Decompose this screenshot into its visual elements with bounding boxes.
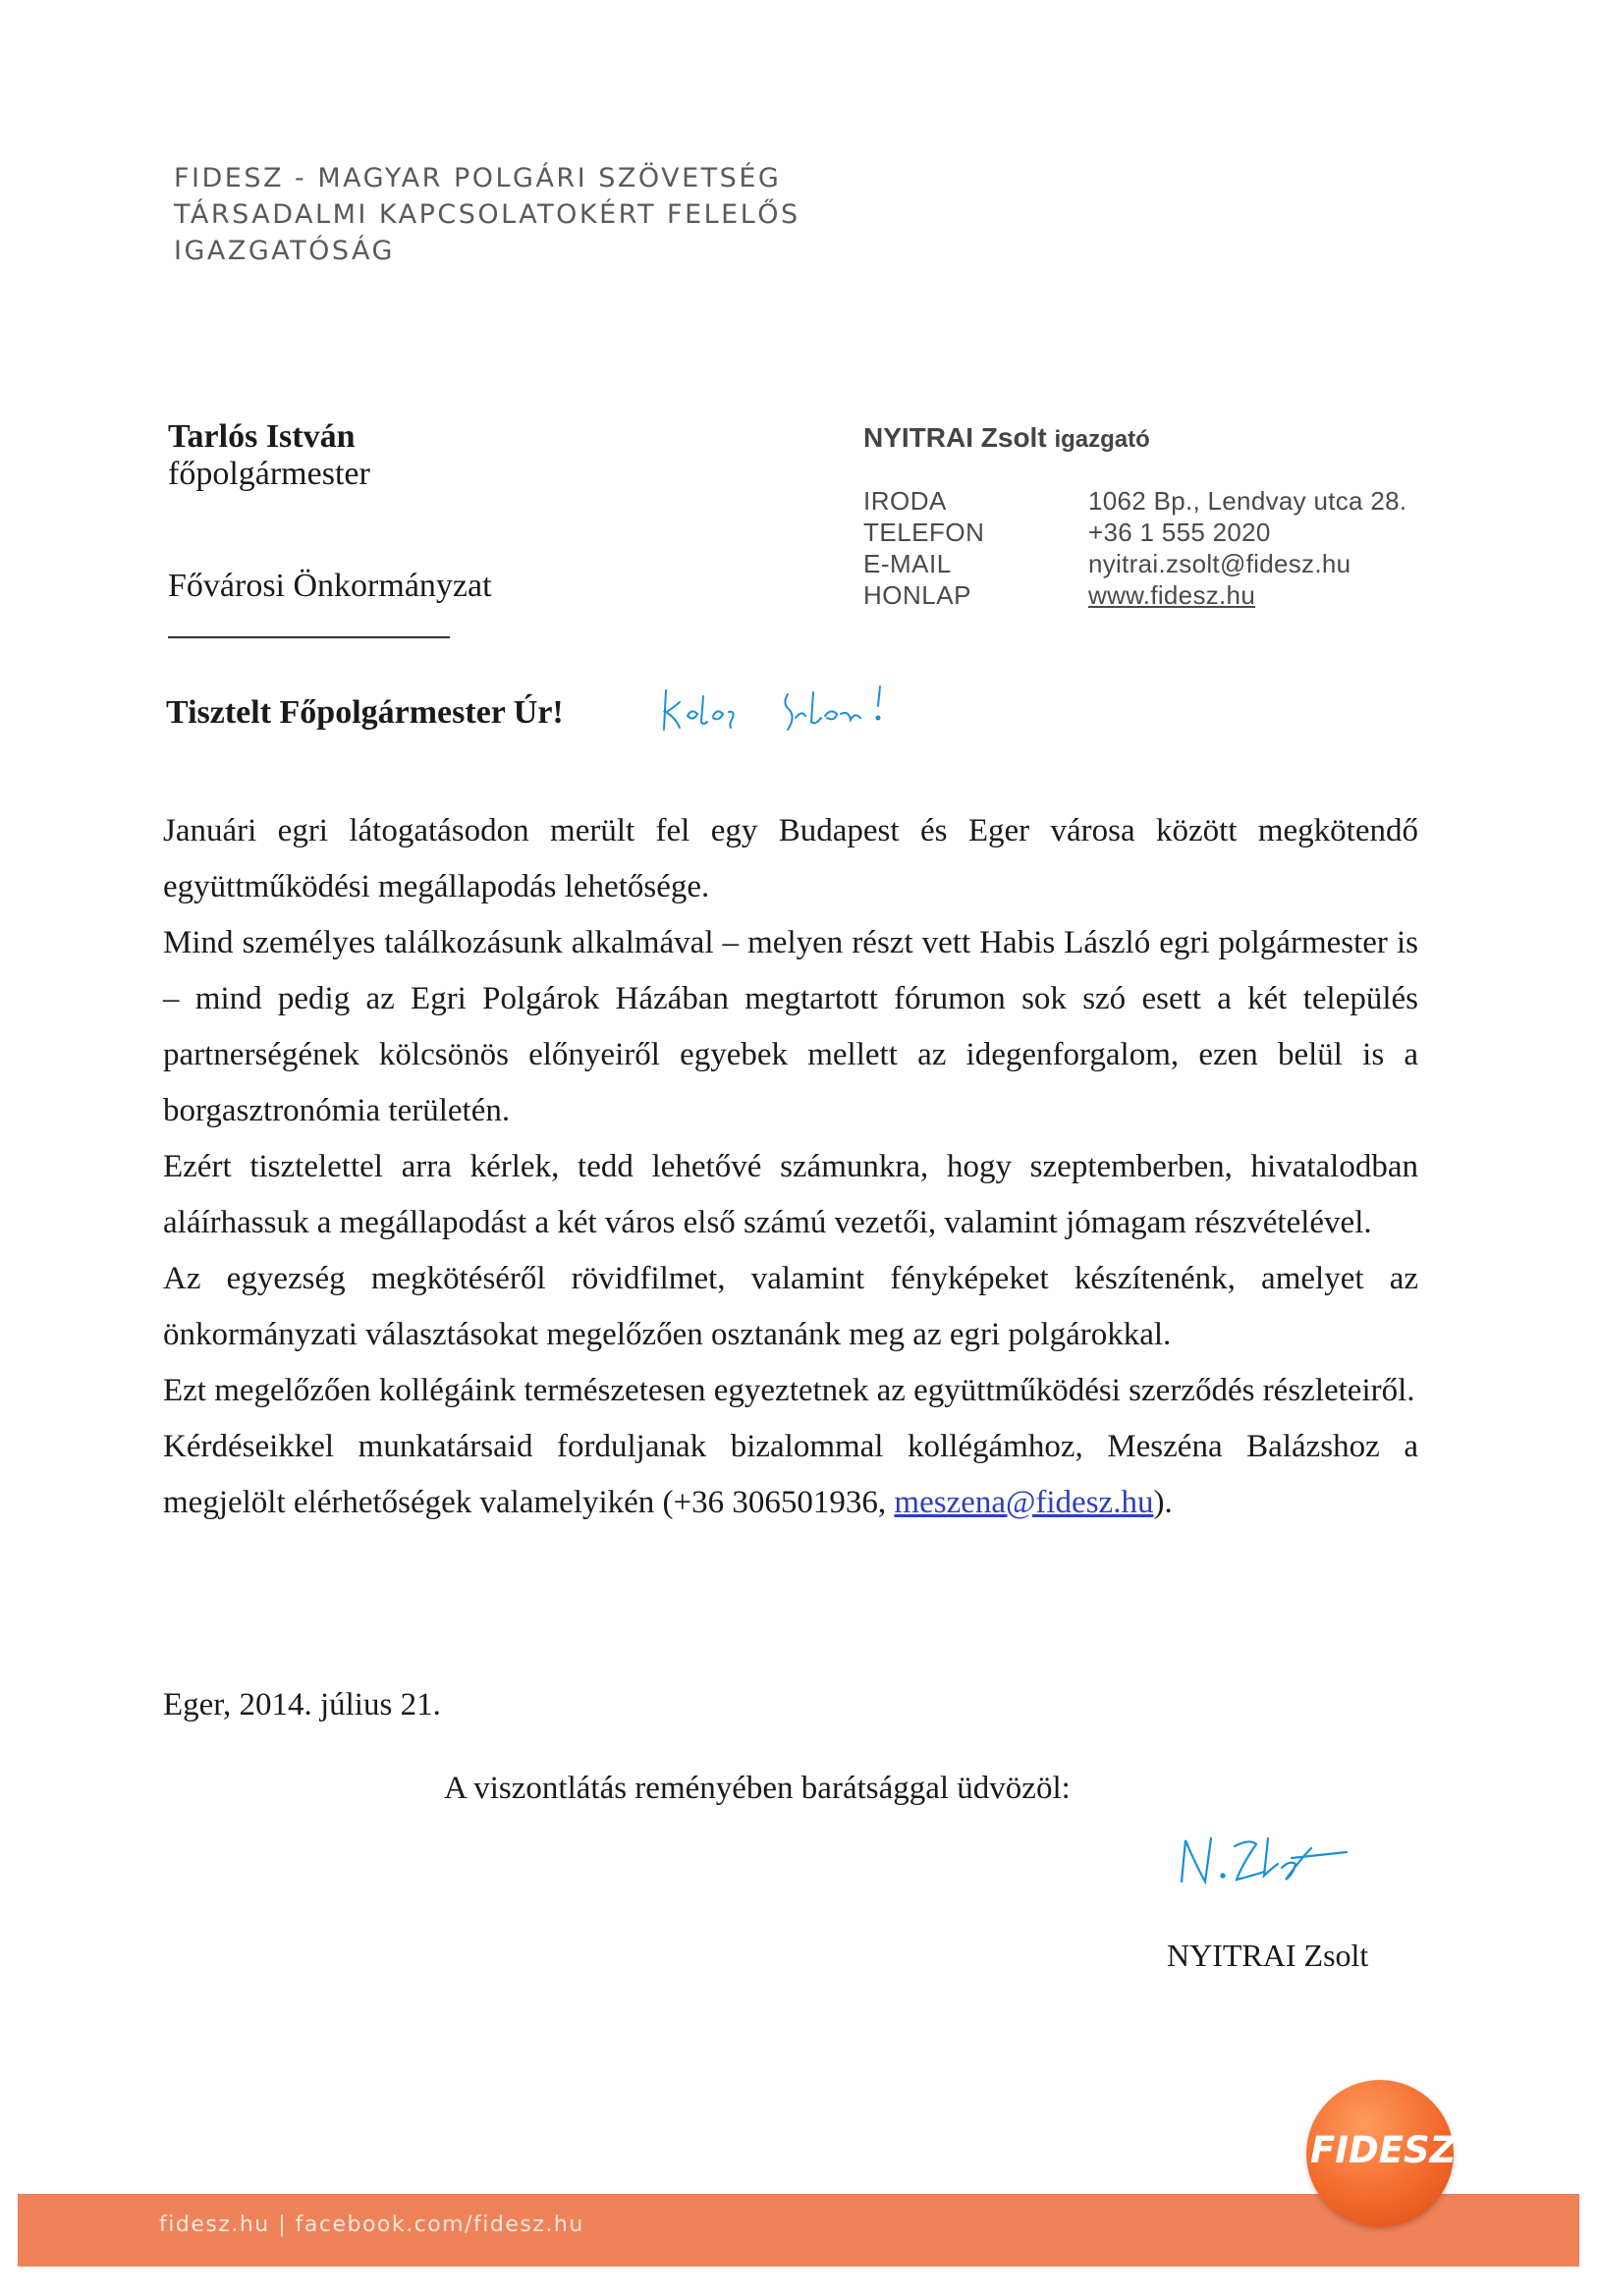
sender-name: NYITRAI Zsolt — [863, 422, 1047, 453]
footer-links[interactable]: fidesz.hu | facebook.com/fidesz.hu — [159, 2213, 584, 2237]
fidesz-logo-text: FIDESZ — [1310, 2129, 1457, 2171]
body-paragraph-contact — [163, 1419, 1418, 1531]
signer-name: NYITRAI Zsolt — [1167, 1938, 1369, 1973]
body-paragraph: Ezért tisztelettel arra kérlek, tedd lehetővé számunkra, hogy szeptemberben, hivatalodban aláírhassuk a megállapodást a két város első számú vezetői, valamint jómagam részvételével. — [163, 1149, 1418, 1240]
sender-heading — [863, 418, 1150, 460]
contact-sentence-end: ). — [1153, 1485, 1173, 1520]
contact-key-phone: TELEFON — [863, 518, 985, 547]
contact-key-website: HONLAP — [863, 580, 971, 610]
recipient-divider — [168, 636, 450, 638]
contact-row — [863, 485, 1406, 517]
email-link[interactable]: meszena@fidesz.hu — [894, 1485, 1154, 1520]
salutation: Tisztelt Főpolgármester Úr! — [166, 694, 564, 731]
contact-key-office: IRODA — [863, 486, 947, 516]
contact-row — [863, 579, 1406, 611]
body-paragraph: Mind személyes találkozásunk alkalmával – melyen részt vett Habis László egri polgármester is – mind pedig az Egri Polgárok Házában megtartott fórumon sok szó esett a két település partnerségének kölcsönös előnyeiről egyebek mellett az idegenforgalom, ezen belül is a borgasztronómia területén. — [163, 925, 1418, 1128]
letter-body — [163, 803, 1418, 1531]
closing-line: A viszontlátás reményében barátsággal üdvözöl: — [444, 1771, 1071, 1806]
recipient-block — [168, 418, 492, 604]
contact-row — [863, 548, 1406, 579]
recipient-title: főpolgármester — [168, 456, 370, 492]
organization-header — [174, 160, 800, 269]
contact-key-email: E-MAIL — [863, 549, 952, 578]
sender-block — [863, 418, 1407, 610]
signature-icon — [1174, 1825, 1360, 1903]
org-line-2: TÁRSADALMI KAPCSOLATOKÉRT FELELŐS — [174, 199, 800, 230]
contact-value-email: nyitrai.zsolt@fidesz.hu — [1088, 549, 1351, 578]
contact-sentence: Kérdéseikkel munkatársaid forduljanak bizalommal kollégámhoz, Meszéna Balázshoz a megjelölt elérhetőségek valamelyikén (+36 306501936, — [163, 1429, 1418, 1520]
contact-value-office: 1062 Bp., Lendvay utca 28. — [1088, 486, 1407, 516]
body-paragraph: Az egyezség megkötéséről rövidfilmet, valamint fényképeket készítenénk, amelyet az önkormányzati választásokat megelőzően osztanánk meg az egri polgárokkal. — [163, 1261, 1418, 1352]
body-paragraph: Ezt megelőzően kollégáink természetesen egyeztetnek az együttműködési szerződés részleteiről. — [163, 1373, 1415, 1408]
body-paragraph: Januári egri látogatásodon merült fel egy Budapest és Eger városa között megkötendő együttműködési megállapodás lehetősége. — [163, 813, 1418, 904]
recipient-name: Tarlós István — [168, 418, 356, 455]
org-line-3: IGAZGATÓSÁG — [174, 236, 395, 266]
contact-value-phone: +36 1 555 2020 — [1088, 518, 1271, 547]
contact-row — [863, 517, 1406, 548]
sender-role: igazgató — [1054, 426, 1150, 453]
contact-table — [863, 485, 1406, 611]
handwritten-greeting-icon — [658, 683, 933, 741]
org-line-1: FIDESZ - MAGYAR POLGÁRI SZÖVETSÉG — [174, 163, 782, 193]
contact-value-website-link[interactable]: www.fidesz.hu — [1088, 580, 1256, 610]
date-line: Eger, 2014. július 21. — [163, 1687, 441, 1722]
recipient-institution: Fővárosi Önkormányzat — [168, 568, 492, 604]
